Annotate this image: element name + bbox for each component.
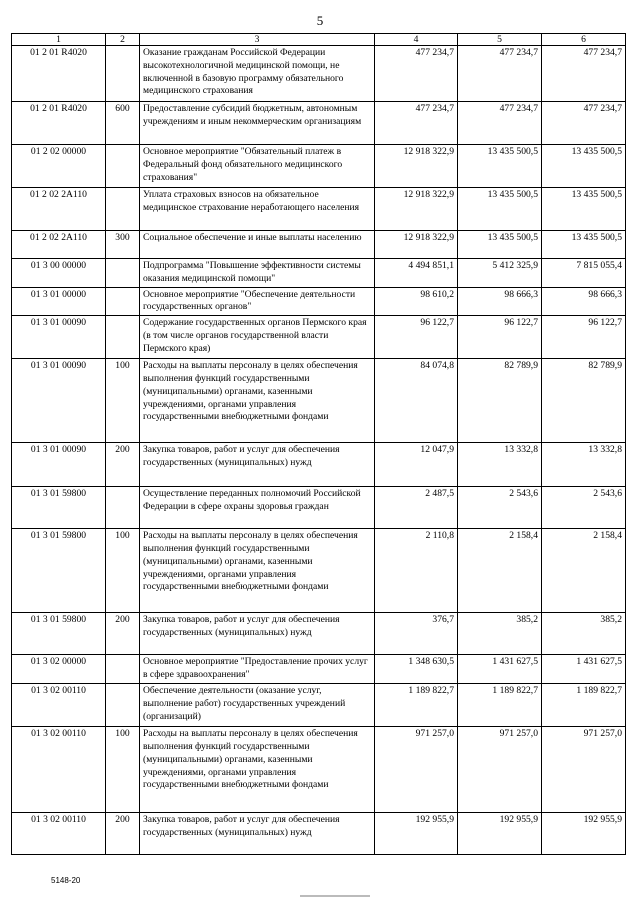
amount-year3-cell: 2 158,4 <box>542 529 626 613</box>
amount-year3-cell: 98 666,3 <box>542 287 626 316</box>
expense-type-cell <box>106 655 140 684</box>
amount-year1-cell: 12 047,9 <box>375 443 458 487</box>
amount-year1-cell: 477 234,7 <box>375 46 458 102</box>
document-code: 5148-20 <box>51 876 81 885</box>
column-number: 2 <box>106 34 140 46</box>
item-name-cell: Подпрограмма "Повышение эффективности системы оказания медицинской помощи" <box>140 259 375 288</box>
table-row <box>12 287 626 316</box>
table-row <box>12 443 626 487</box>
amount-year1-cell: 84 074,8 <box>375 359 458 443</box>
amount-year3-cell: 1 431 627,5 <box>542 655 626 684</box>
amount-year3-cell: 13 332,8 <box>542 443 626 487</box>
amount-year3-cell: 385,2 <box>542 613 626 655</box>
amount-year1-cell: 1 189 822,7 <box>375 684 458 727</box>
amount-year3-cell: 2 543,6 <box>542 487 626 529</box>
table-row <box>12 655 626 684</box>
amount-year3-cell: 7 815 055,4 <box>542 259 626 288</box>
amount-year1-cell: 1 348 630,5 <box>375 655 458 684</box>
expense-type-cell: 600 <box>106 102 140 145</box>
amount-year2-cell: 13 435 500,5 <box>458 188 542 231</box>
amount-year2-cell: 98 666,3 <box>458 287 542 316</box>
table-row <box>12 316 626 359</box>
target-code-cell: 01 3 01 00090 <box>12 443 106 487</box>
table-row <box>12 259 626 288</box>
table-row <box>12 46 626 102</box>
expense-type-cell: 300 <box>106 231 140 259</box>
table-row <box>12 813 626 855</box>
amount-year2-cell: 13 435 500,5 <box>458 231 542 259</box>
amount-year3-cell: 96 122,7 <box>542 316 626 359</box>
scan-artifact <box>300 895 370 897</box>
target-code-cell: 01 3 01 59800 <box>12 613 106 655</box>
amount-year2-cell: 5 412 325,9 <box>458 259 542 288</box>
expense-type-cell: 200 <box>106 613 140 655</box>
item-name-cell: Предоставление субсидий бюджетным, автономным учреждениям и иным некоммерческим организациям <box>140 102 375 145</box>
table-row <box>12 359 626 443</box>
column-number: 5 <box>458 34 542 46</box>
expense-type-cell <box>106 684 140 727</box>
expense-type-cell <box>106 287 140 316</box>
table-row <box>12 102 626 145</box>
target-code-cell: 01 3 02 00110 <box>12 813 106 855</box>
item-name-cell: Осуществление переданных полномочий Российской Федерации в сфере охраны здоровья граждан <box>140 487 375 529</box>
amount-year1-cell: 971 257,0 <box>375 727 458 813</box>
item-name-cell: Обеспечение деятельности (оказание услуг, выполнение работ) государственных учреждений (организаций) <box>140 684 375 727</box>
amount-year1-cell: 2 487,5 <box>375 487 458 529</box>
amount-year2-cell: 1 189 822,7 <box>458 684 542 727</box>
table-row <box>12 188 626 231</box>
amount-year1-cell: 98 610,2 <box>375 287 458 316</box>
amount-year1-cell: 376,7 <box>375 613 458 655</box>
amount-year2-cell: 13 332,8 <box>458 443 542 487</box>
target-code-cell: 01 3 01 59800 <box>12 487 106 529</box>
amount-year3-cell: 13 435 500,5 <box>542 188 626 231</box>
target-code-cell: 01 2 01 R4020 <box>12 102 106 145</box>
amount-year1-cell: 12 918 322,9 <box>375 231 458 259</box>
table-row <box>12 529 626 613</box>
item-name-cell: Социальное обеспечение и иные выплаты населению <box>140 231 375 259</box>
target-code-cell: 01 3 01 59800 <box>12 529 106 613</box>
amount-year3-cell: 82 789,9 <box>542 359 626 443</box>
amount-year2-cell: 2 158,4 <box>458 529 542 613</box>
item-name-cell: Основное мероприятие "Предоставление прочих услуг в сфере здравоохранения" <box>140 655 375 684</box>
amount-year1-cell: 12 918 322,9 <box>375 145 458 188</box>
amount-year2-cell: 477 234,7 <box>458 46 542 102</box>
expense-type-cell: 100 <box>106 529 140 613</box>
amount-year2-cell: 96 122,7 <box>458 316 542 359</box>
amount-year2-cell: 477 234,7 <box>458 102 542 145</box>
target-code-cell: 01 3 01 00090 <box>12 316 106 359</box>
expense-type-cell <box>106 487 140 529</box>
target-code-cell: 01 2 02 00000 <box>12 145 106 188</box>
target-code-cell: 01 3 02 00110 <box>12 727 106 813</box>
expense-type-cell: 200 <box>106 813 140 855</box>
amount-year2-cell: 385,2 <box>458 613 542 655</box>
budget-table <box>11 33 626 855</box>
item-name-cell: Оказание гражданам Российской Федерации высокотехнологичной медицинской помощи, не включенной в базовую программу обязательного медицинского страхования <box>140 46 375 102</box>
target-code-cell: 01 3 02 00000 <box>12 655 106 684</box>
amount-year1-cell: 2 110,8 <box>375 529 458 613</box>
column-number: 1 <box>12 34 106 46</box>
item-name-cell: Закупка товаров, работ и услуг для обеспечения государственных (муниципальных) нужд <box>140 613 375 655</box>
expense-type-cell <box>106 46 140 102</box>
expense-type-cell <box>106 145 140 188</box>
target-code-cell: 01 3 01 00000 <box>12 287 106 316</box>
target-code-cell: 01 2 01 R4020 <box>12 46 106 102</box>
amount-year3-cell: 13 435 500,5 <box>542 231 626 259</box>
expense-type-cell <box>106 188 140 231</box>
amount-year2-cell: 13 435 500,5 <box>458 145 542 188</box>
amount-year3-cell: 192 955,9 <box>542 813 626 855</box>
target-code-cell: 01 3 02 00110 <box>12 684 106 727</box>
amount-year3-cell: 477 234,7 <box>542 102 626 145</box>
expense-type-cell <box>106 316 140 359</box>
table-row <box>12 231 626 259</box>
target-code-cell: 01 3 01 00090 <box>12 359 106 443</box>
amount-year3-cell: 13 435 500,5 <box>542 145 626 188</box>
target-code-cell: 01 2 02 2А110 <box>12 231 106 259</box>
table-row <box>12 487 626 529</box>
amount-year2-cell: 82 789,9 <box>458 359 542 443</box>
amount-year2-cell: 1 431 627,5 <box>458 655 542 684</box>
table-row <box>12 727 626 813</box>
target-code-cell: 01 3 00 00000 <box>12 259 106 288</box>
expense-type-cell: 100 <box>106 359 140 443</box>
amount-year3-cell: 971 257,0 <box>542 727 626 813</box>
amount-year2-cell: 2 543,6 <box>458 487 542 529</box>
page-number: 5 <box>316 13 324 28</box>
item-name-cell: Расходы на выплаты персоналу в целях обеспечения выполнения функций государственными (муниципальными) органами, казенными учреждениями, органами управления государственными внебюджетными фондами <box>140 359 375 443</box>
amount-year1-cell: 12 918 322,9 <box>375 188 458 231</box>
item-name-cell: Расходы на выплаты персоналу в целях обеспечения выполнения функций государственными (муниципальными) органами, казенными учреждениями, органами управления государственными внебюджетными фондами <box>140 727 375 813</box>
column-number-row <box>12 34 626 46</box>
item-name-cell: Уплата страховых взносов на обязательное медицинское страхование неработающего населения <box>140 188 375 231</box>
amount-year1-cell: 4 494 851,1 <box>375 259 458 288</box>
column-number: 3 <box>140 34 375 46</box>
item-name-cell: Основное мероприятие "Обязательный платеж в Федеральный фонд обязательного медицинского страхования" <box>140 145 375 188</box>
amount-year3-cell: 1 189 822,7 <box>542 684 626 727</box>
item-name-cell: Закупка товаров, работ и услуг для обеспечения государственных (муниципальных) нужд <box>140 813 375 855</box>
target-code-cell: 01 2 02 2А110 <box>12 188 106 231</box>
table-row <box>12 613 626 655</box>
expense-type-cell: 200 <box>106 443 140 487</box>
item-name-cell: Расходы на выплаты персоналу в целях обеспечения выполнения функций государственными (муниципальными) органами, казенными учреждениями, органами управления государственными внебюджетными фондами <box>140 529 375 613</box>
amount-year1-cell: 477 234,7 <box>375 102 458 145</box>
amount-year1-cell: 96 122,7 <box>375 316 458 359</box>
column-number: 6 <box>542 34 626 46</box>
table-row <box>12 145 626 188</box>
table-row <box>12 684 626 727</box>
expense-type-cell <box>106 259 140 288</box>
amount-year1-cell: 192 955,9 <box>375 813 458 855</box>
amount-year3-cell: 477 234,7 <box>542 46 626 102</box>
column-number: 4 <box>375 34 458 46</box>
expense-type-cell: 100 <box>106 727 140 813</box>
item-name-cell: Закупка товаров, работ и услуг для обеспечения государственных (муниципальных) нужд <box>140 443 375 487</box>
amount-year2-cell: 192 955,9 <box>458 813 542 855</box>
item-name-cell: Содержание государственных органов Пермского края (в том числе органов государственной власти Пермского края) <box>140 316 375 359</box>
item-name-cell: Основное мероприятие "Обеспечение деятельности государственных органов" <box>140 287 375 316</box>
amount-year2-cell: 971 257,0 <box>458 727 542 813</box>
